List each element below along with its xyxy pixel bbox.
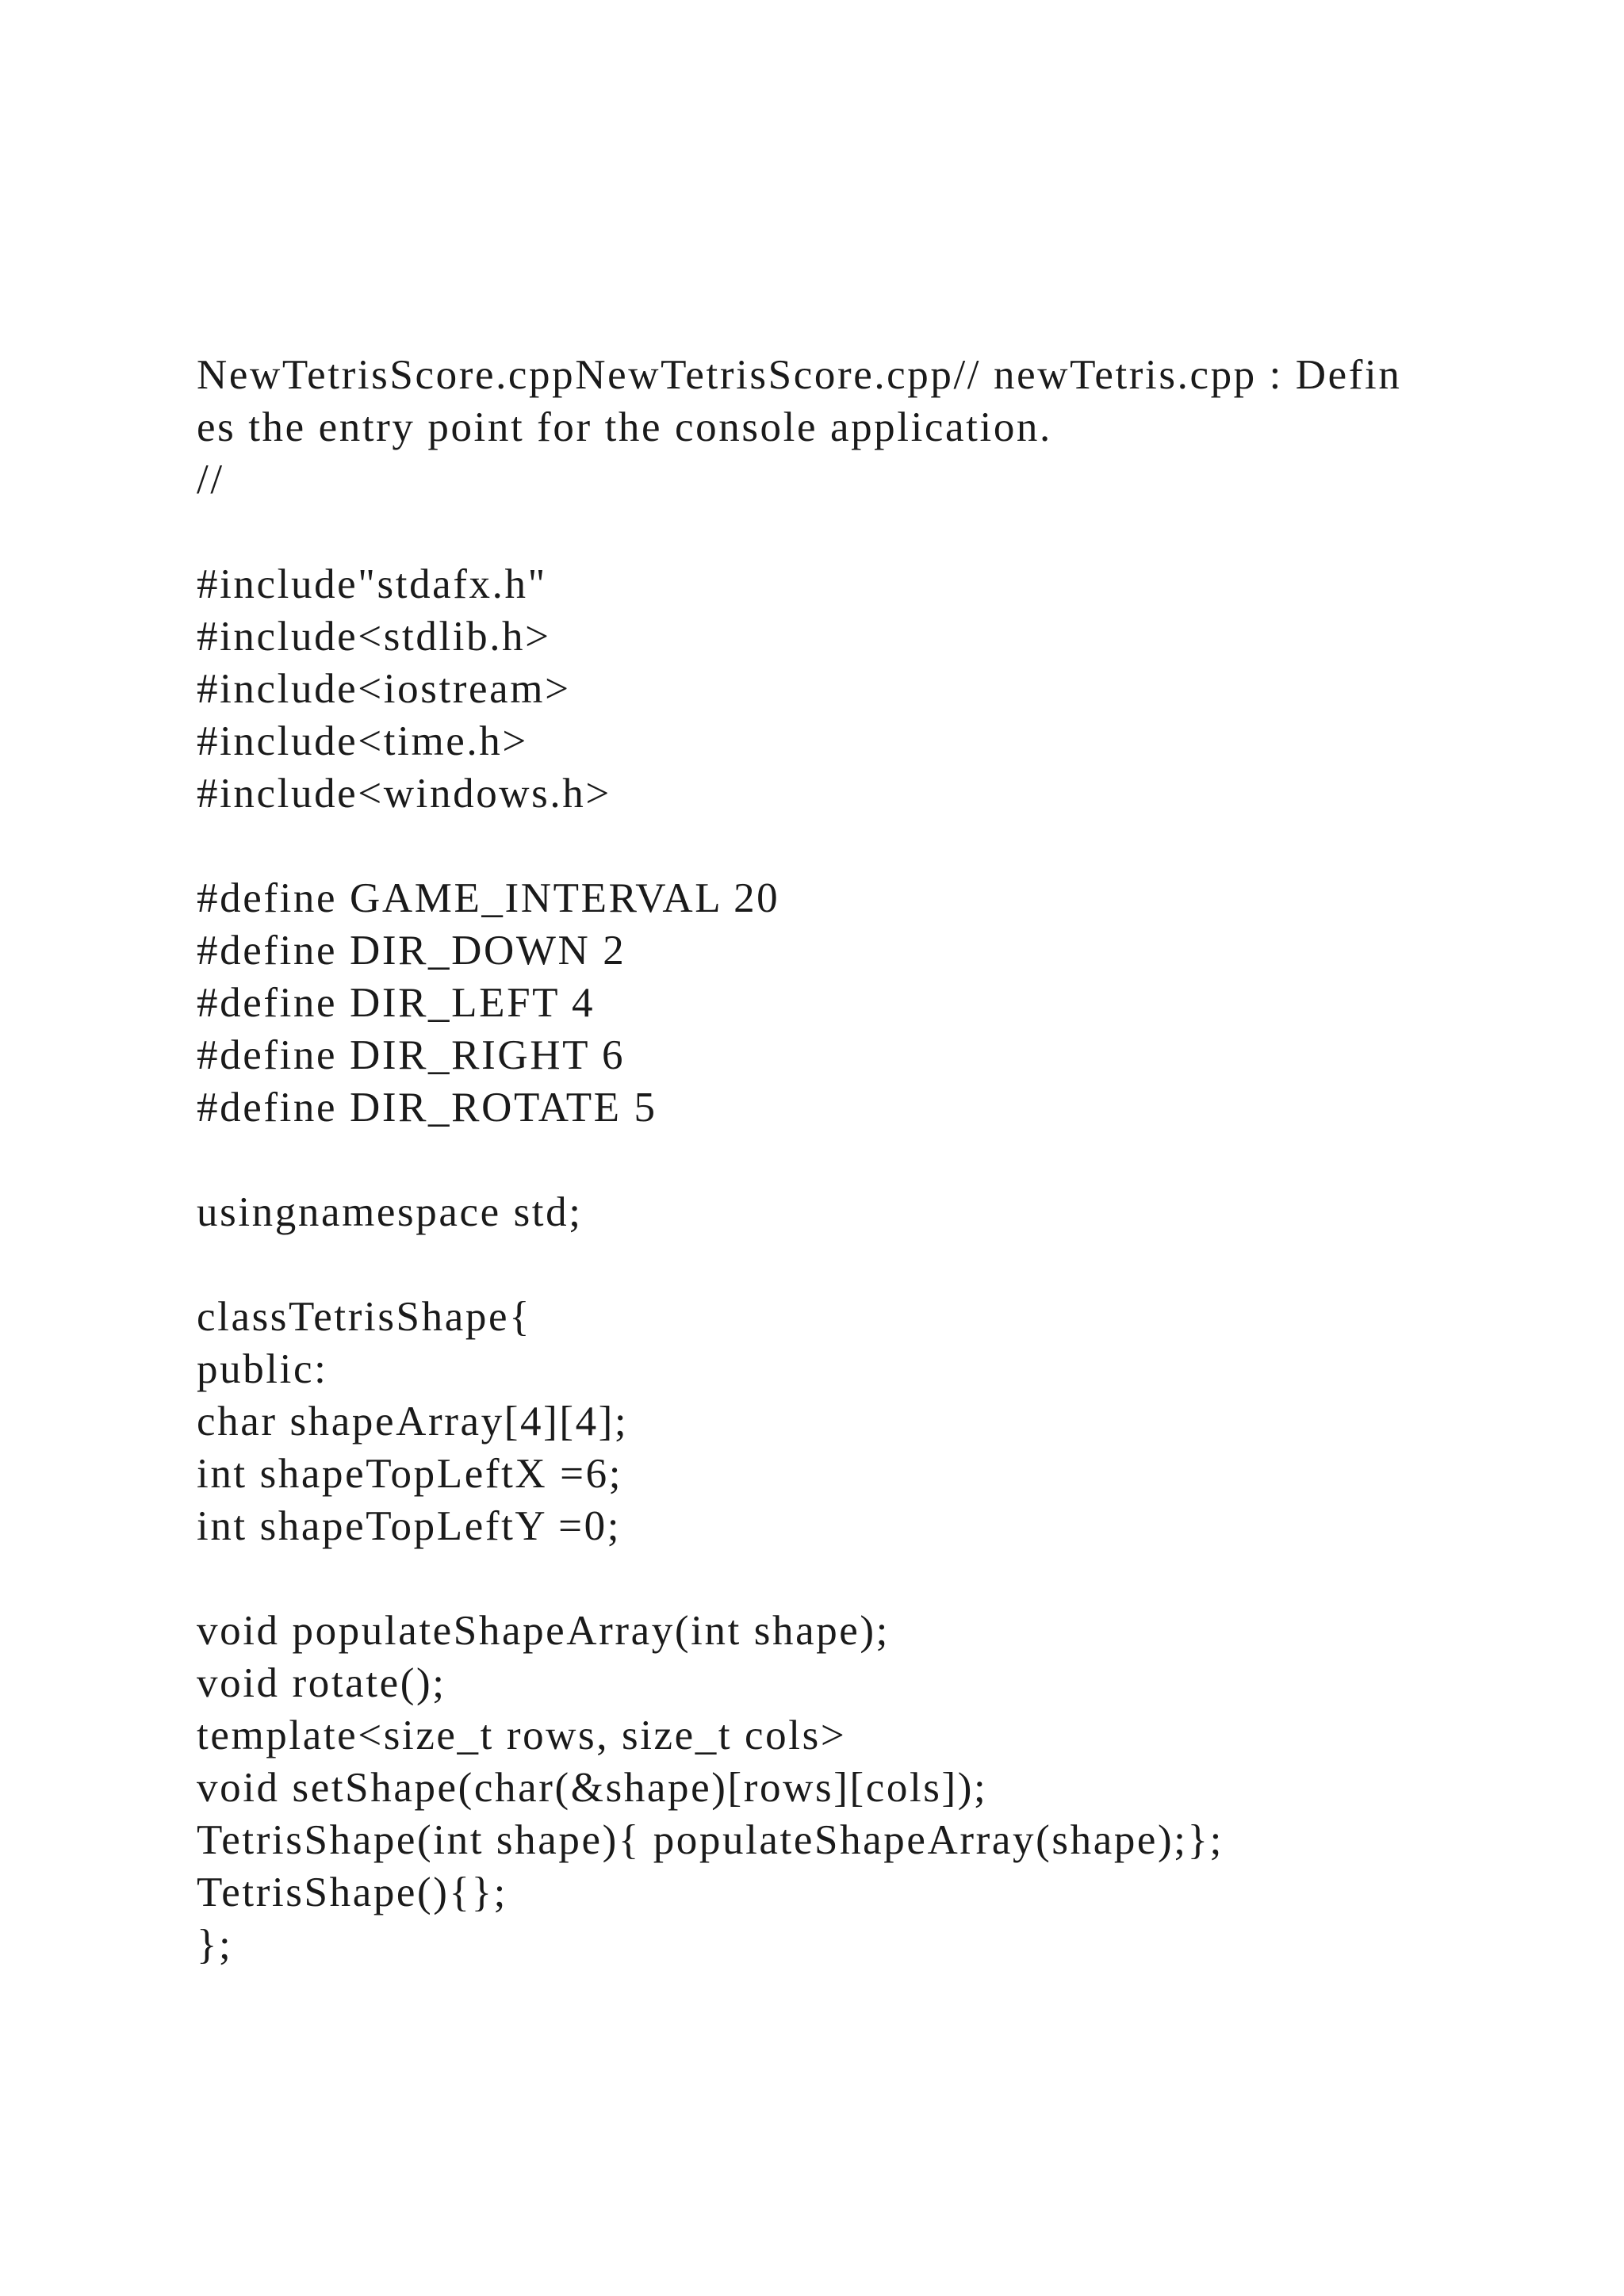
code-text-block bbox=[197, 349, 1465, 1971]
text-line: template<size_t rows, size_t cols> bbox=[197, 1712, 847, 1758]
blank-line bbox=[197, 820, 1465, 872]
blank-line bbox=[197, 1238, 1465, 1291]
text-line: TetrisShape(int shape){ populateShapeArray(shape);}; bbox=[197, 1817, 1224, 1863]
text-line: #define DIR_ROTATE 5 bbox=[197, 1085, 657, 1131]
text-line: #include<time.h> bbox=[197, 718, 528, 764]
text-line: es the entry point for the console application. bbox=[197, 404, 1052, 450]
text-line: #define DIR_LEFT 4 bbox=[197, 980, 596, 1026]
blank-line bbox=[197, 506, 1465, 558]
text-line: // bbox=[197, 457, 224, 503]
text-line: void rotate(); bbox=[197, 1660, 446, 1706]
text-line: #include<iostream> bbox=[197, 666, 571, 712]
text-line: #define DIR_RIGHT 6 bbox=[197, 1032, 626, 1078]
text-line: classTetrisShape{ bbox=[197, 1294, 532, 1340]
text-line: void populateShapeArray(int shape); bbox=[197, 1608, 890, 1654]
text-line: char shapeArray[4][4]; bbox=[197, 1399, 629, 1445]
text-line: #include"stdafx.h" bbox=[197, 561, 547, 607]
blank-line bbox=[197, 1552, 1465, 1605]
text-line: usingnamespace std; bbox=[197, 1189, 583, 1235]
text-line: #define DIR_DOWN 2 bbox=[197, 928, 626, 974]
text-line: NewTetrisScore.cppNewTetrisScore.cpp// newTetris.cpp : Defin bbox=[197, 352, 1402, 398]
text-line: #include<windows.h> bbox=[197, 771, 611, 817]
text-line: int shapeTopLeftX =6; bbox=[197, 1451, 623, 1497]
text-line: void setShape(char(&shape)[rows][cols]); bbox=[197, 1765, 988, 1811]
text-line: int shapeTopLeftY =0; bbox=[197, 1503, 622, 1549]
text-line: public: bbox=[197, 1346, 328, 1392]
text-line: #include<stdlib.h> bbox=[197, 614, 551, 660]
text-line: }; bbox=[197, 1922, 233, 1968]
text-line: #define GAME_INTERVAL 20 bbox=[197, 875, 780, 921]
blank-line bbox=[197, 1134, 1465, 1186]
text-line: TetrisShape(){}; bbox=[197, 1869, 508, 1915]
